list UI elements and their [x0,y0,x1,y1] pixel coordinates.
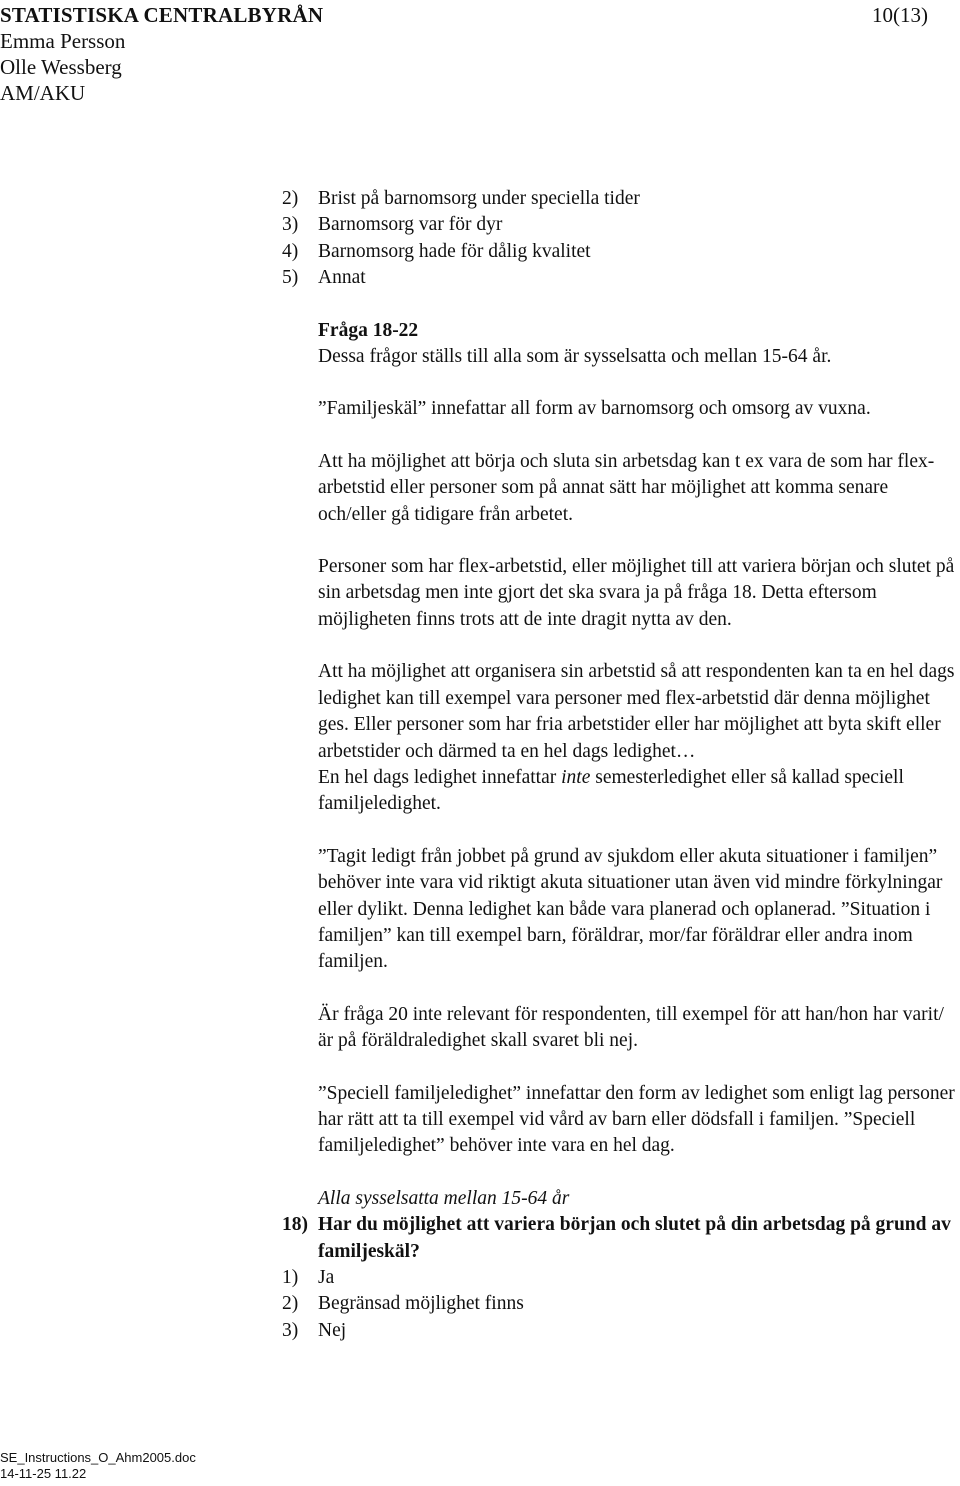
answer-option [282,265,958,291]
option-number: 5) [282,267,299,289]
paragraph: ”Speciell familjeledighet” innefattar den form av ledighet som enligt lag personer har rätt att ta till exempel vid vård av barn eller dödsfall i familjen. ”Speciell familjeledighet” behöver inte vara en hel dag. [318,1082,955,1157]
option-label: Barnomsorg hade för dålig kvalitet [318,240,591,262]
paragraph: ”Familjeskäl” innefattar all form av barnomsorg och omsorg av vuxna. [318,398,871,420]
answer-option [282,212,958,238]
paragraph: Att ha möjlighet att börja och sluta sin arbetsdag kan t ex vara de som har flex-arbetstid eller personer som på annat sätt har möjlighet att komma senare och/eller gå tidigare från arbetet. [318,450,935,525]
paragraph: Att ha möjlighet att organisera sin arbetstid så att respondenten kan ta en hel dags ledighet kan till exempel vara personer med flex-arbetstid där denna möjlighet ges. Eller personer som har fria arbetstider eller har möjlighet att byta skift eller arbetstider och därmed ta en hel dags ledighet… [318,661,955,762]
option-label: Nej [318,1319,347,1341]
answer-option [282,186,958,212]
question-number: 18) [282,1214,308,1236]
paragraph: Personer som har flex-arbetstid, eller möjlighet till att variera början och slutet på sin arbetsdag men inte gjort det ska svara ja på fråga 18. Detta eftersom möjligheten finns trots att de inte dragit nytta av den. [318,556,955,630]
option-number: 4) [282,240,299,262]
section-title: Fråga 18-22 [318,319,419,341]
section-intro: Dessa frågor ställs till alla som är sysselsatta och mellan 15-64 år. [318,346,832,368]
print-date: 14-11-25 11.22 [0,1466,87,1481]
option-number: 2) [282,1293,299,1315]
option-label: Brist på barnomsorg under speciella tider [318,188,640,209]
author-name: Olle Wessberg [0,55,122,79]
option-number: 1) [282,1267,299,1288]
file-name: SE_Instructions_O_Ahm2005.doc [0,1450,196,1465]
question-filter: Alla sysselsatta mellan 15-64 år [318,1187,570,1209]
emphasis: inte [561,766,591,788]
document-body [282,186,958,1344]
answer-option [282,239,958,265]
question-text: Har du möjlighet att variera början och slutet på din arbetsdag på grund av familjeskäl? [318,1214,951,1262]
page-number: 10(13) [872,3,928,27]
answer-option [282,1265,958,1291]
page-footer [0,1450,196,1482]
author-name: Emma Persson [0,29,126,53]
option-label: Annat [318,267,366,289]
option-label: Ja [318,1267,335,1288]
paragraph: En hel dags ledighet innefattar inte semesterledighet eller så kallad speciell familjeledighet. [318,766,904,815]
option-number: 3) [282,214,299,236]
unit-code: AM/AKU [0,81,86,105]
answer-option [282,1318,958,1344]
paragraph: Är fråga 20 inte relevant för respondenten, till exempel för att han/hon har varit/är på föräldraledighet skall svaret bli nej. [318,1003,944,1052]
option-label: Begränsad möjlighet finns [318,1293,524,1315]
page-header [0,2,323,106]
option-number: 3) [282,1319,299,1341]
option-label: Barnomsorg var för dyr [318,214,503,236]
organization-name: STATISTISKA CENTRALBYRÅN [0,3,324,27]
paragraph: ”Tagit ledigt från jobbet på grund av sjukdom eller akuta situationer i familjen” behöver inte vara vid riktigt akuta situationer utan även vid mindre förkylningar eller dylikt. Denna ledighet kan både vara planerad och oplanerad. ”Situation i familjen” kan till exempel barn, föräldrar, mor/far föräldrar eller andra inom familjen. [318,845,943,973]
question [282,1212,958,1265]
option-number: 2) [282,188,299,209]
answer-option [282,1291,958,1317]
